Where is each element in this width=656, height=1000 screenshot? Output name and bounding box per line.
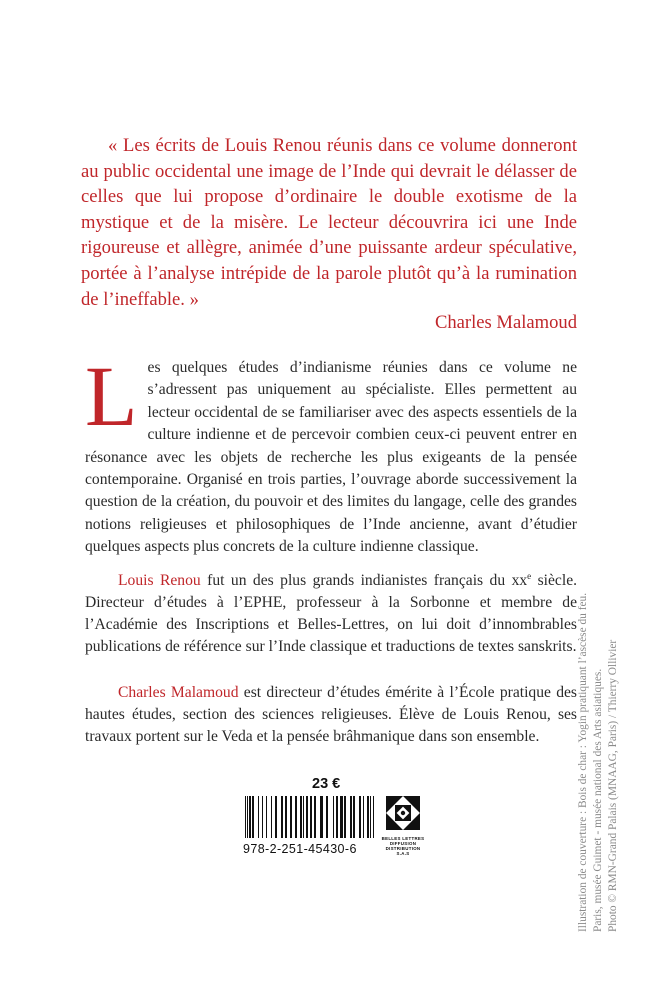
bio-renou-text-b: siècle. Directeur d’études à l’EPHE, professeur à la Sorbonne et membre de l’Académie des Inscriptions et Belles-Lettres, on lui doit d’innombrables publications de référence sur l’Inde classique et traductions de textes sanskrits. [85,572,578,655]
logo-line-4: S.A.S [396,851,410,856]
credit-line-2: Paris, musée Guimet - musée national des Arts asiatiques. [592,668,604,932]
bio-renou-text-a: fut un des plus grands indianistes français du xx [200,572,528,589]
logo-line-2: DIFFUSION [389,841,417,846]
isbn-number: 978-2-251-45430-6 [243,842,357,856]
cover-illustration-credit [576,502,636,932]
intro-paragraph [85,348,577,559]
author-bio-renou [85,570,577,658]
quote-author: Charles Malamoud [434,312,577,333]
publisher-logo-text [379,836,427,856]
logo-line-3: DISTRIBUTION [385,846,421,851]
intro-text: es quelques études d’indianisme réunies dans ce volume ne s’adressent pas uniquement au spécialiste. Elles permettent au lecteur occidental de se familiariser avec des aspects essentiels de la culture indienne et de percevoir combien ceux-ci peuvent entrer en résonance avec les objets de recherche les plus exigeants de la pensée contemporaine. Organisé en trois parties, l’ouvrage aborde successivement la question de la création, du pouvoir et des limites du langage, celle des grandes notions religieuses et philosophiques de l’Inde ancienne, avant d’étudier quelques aspects plus concrets de la culture indienne classique. [85,359,577,556]
barcode-bar [374,796,375,838]
author-name-renou: Louis Renou [118,572,201,589]
author-name-malamoud: Charles Malamoud [118,684,239,701]
credit-line-3: Photo © RMN-Grand Palais (MNAAG, Paris) / Thierry Ollivier [607,639,619,932]
price-label: 23 € [312,776,341,792]
logo-line-1: BELLES LETTRES [381,836,425,841]
bio-malamoud-text: est directeur d’études émérite à l’École pratique des hautes études, section des sciences religieuses. Élève de Louis Renou, ses travaux portent sur le Veda et la pensée brâhmanique dans son ensemble. [85,684,577,745]
author-bio-malamoud [85,682,577,748]
drop-cap: L [85,348,138,444]
isbn-barcode [245,796,375,838]
credit-line-1: Illustration de couverture : Bois de char : Yogin pratiquant l’ascèse du feu. [577,592,589,932]
century-superscript: e [527,571,532,581]
back-cover-quote: « Les écrits de Louis Renou réunis dans ce volume donneront au public occidental une image de l’Inde qui devrait le délasser de celles que lui propose d’ordinaire le double exotisme de la mystique et de la misère. Le lecteur découvrira ici une Inde rigoureuse et allègre, animée d’une puissante ardeur spéculative, portée à l’analyse intrépide de la parole plutôt qu’à la rumination de l’ineffable. » [81,135,577,310]
